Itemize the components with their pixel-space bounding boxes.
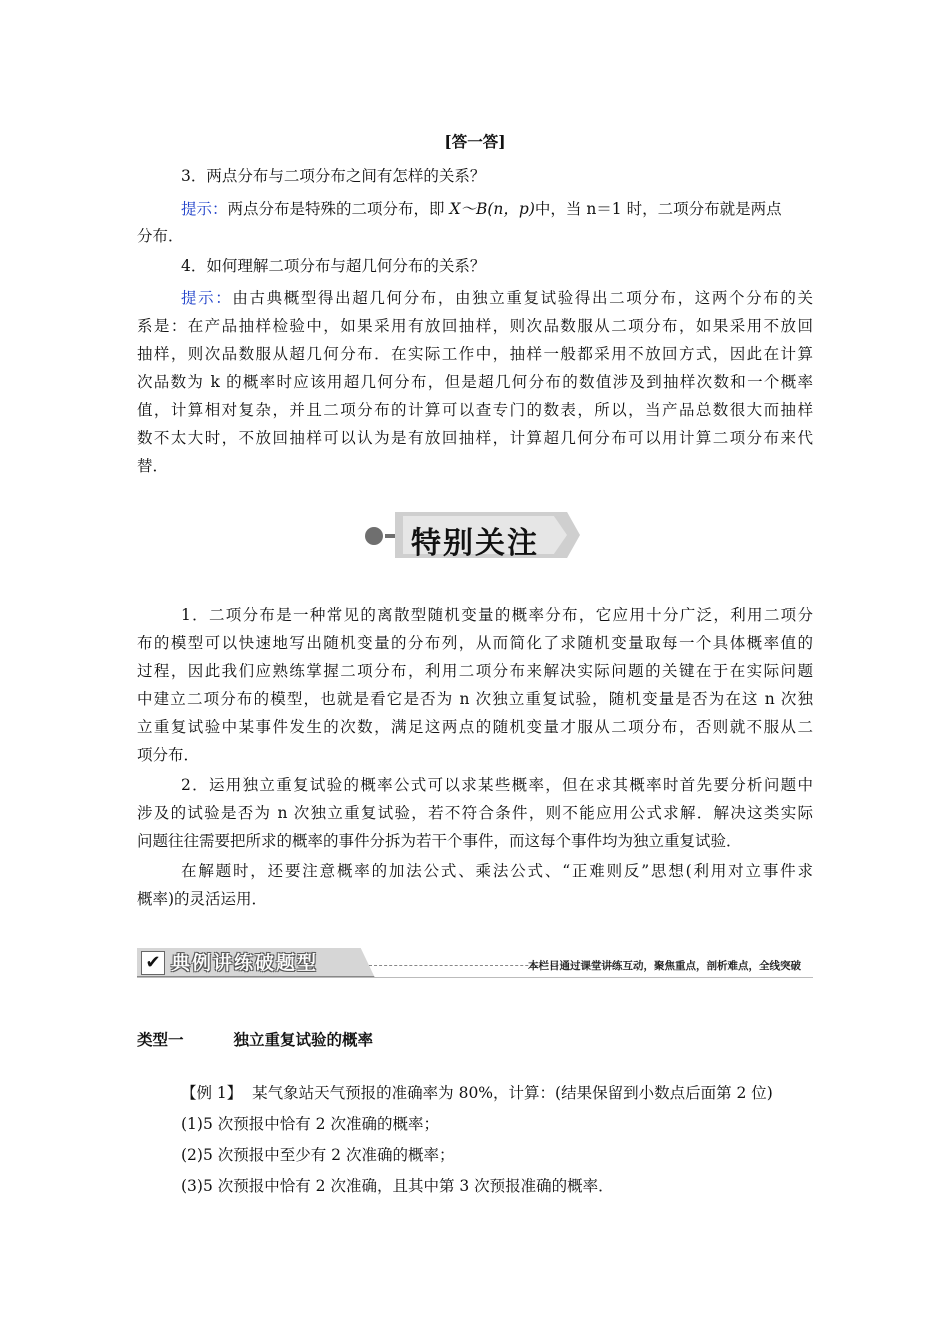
type-heading [137, 1028, 423, 1050]
note-3-line: 概率)的灵活运用． [137, 890, 268, 908]
hint-label: 提示： [181, 200, 228, 218]
note-1-line: 立重复试验中某事件发生的次数，满足这两点的随机变量才服从二项分布，否则就不服从二 [137, 718, 813, 736]
hint-math: X～B(n，p) [449, 200, 535, 218]
question-3-hint-cont: 分布． [137, 227, 184, 245]
section-bar [137, 944, 813, 978]
question-3: 3．两点分布与二项分布之间有怎样的关系？ [181, 167, 486, 185]
answer-section-title: [答一答] [444, 132, 506, 151]
example-item: (1)5 次预报中恰有 2 次准确的概率； [181, 1115, 439, 1133]
hint-label: 提示： [181, 289, 233, 307]
example-stem [181, 1083, 773, 1103]
example-item: (3)5 次预报中恰有 2 次准确，且其中第 3 次预报准确的概率． [181, 1177, 614, 1195]
note-2-line: 涉及的试验是否为 n 次独立重复试验，若不符合条件，则不能应用公式求解．解决这类实际 [137, 804, 813, 822]
example-text: 某气象站天气预报的准确率为 80%，计算：(结果保留到小数点后面第 2 位) [252, 1084, 773, 1102]
question-4-hint-line: 抽样，则次品数服从超几何分布．在实际工作中，抽样一般都采用不放回方式，因此在计算 [137, 345, 813, 363]
example-tag: 【例 1】 [181, 1084, 243, 1102]
section-title: 典例讲练破题型 [171, 952, 319, 974]
section-note: 本栏目通过课堂讲练互动，聚焦重点，剖析难点，全线突破 [528, 960, 801, 972]
note-1-line: 1．二项分布是一种常见的离散型随机变量的概率分布，它应用十分广泛，利用二项分 [181, 606, 813, 624]
hint-text: 由古典概型得出超几何分布，由独立重复试验得出二项分布，这两个分布的关 [232, 289, 813, 307]
hint-text: 中，当 n＝1 时，二项分布就是两点 [534, 200, 782, 218]
question-4-hint-line: 系是：在产品抽样检验中，如果采用有放回抽样，则次品数服从二项分布，如果采用不放回 [137, 317, 813, 335]
question-4-hint-line: 数不太大时，不放回抽样可以认为是有放回抽样，计算超几何分布可以用计算二项分布来代 [137, 429, 813, 447]
banner-title: 特别关注 [411, 526, 539, 561]
note-3-line: 在解题时，还要注意概率的加法公式、乘法公式、“正难则反”思想(利用对立事件求 [181, 862, 813, 880]
note-1-line: 中建立二项分布的模型，也就是看它是否为 n 次独立重复试验，随机变量是否为在这 n 次独 [137, 690, 813, 708]
banner-dot-icon [365, 527, 383, 545]
question-4-hint-line: 值，计算相对复杂，并且二项分布的计算可以查专门的数表，所以，当产品总数很大而抽样 [137, 401, 813, 419]
question-4: 4．如何理解二项分布与超几何分布的关系？ [181, 257, 486, 275]
note-1-line: 项分布． [137, 746, 200, 764]
special-focus-banner [365, 510, 580, 560]
question-4-hint-line [181, 284, 813, 313]
note-1-line: 布的模型可以快速地写出随机变量的分布列，从而简化了求随机变量取每一个具体概率值的 [137, 634, 813, 652]
checkmark-icon: ✔ [141, 951, 165, 975]
question-3-hint [181, 199, 782, 219]
question-4-hint-line: 次品数为 k 的概率时应该用超几何分布，但是超几何分布的数值涉及到抽样次数和一个概率 [137, 373, 813, 391]
question-4-hint-line: 替． [137, 457, 169, 475]
hint-text: 两点分布是特殊的二项分布，即 [227, 200, 450, 218]
type-title: 独立重复试验的概率 [233, 1030, 374, 1049]
note-2-line: 问题往往需要把所求的概率的事件分拆为若干个事件，而这每个事件均为独立重复试验． [137, 832, 742, 850]
note-2-line: 2．运用独立重复试验的概率公式可以求某些概率，但在求其概率时首先要分析问题中 [181, 776, 813, 794]
type-label: 类型一 [137, 1030, 184, 1049]
note-1-line: 过程，因此我们应熟练掌握二项分布，利用二项分布来解决实际问题的关键在于在实际问题 [137, 662, 813, 680]
section-rule [137, 977, 813, 978]
example-item: (2)5 次预报中至少有 2 次准确的概率； [181, 1146, 455, 1164]
